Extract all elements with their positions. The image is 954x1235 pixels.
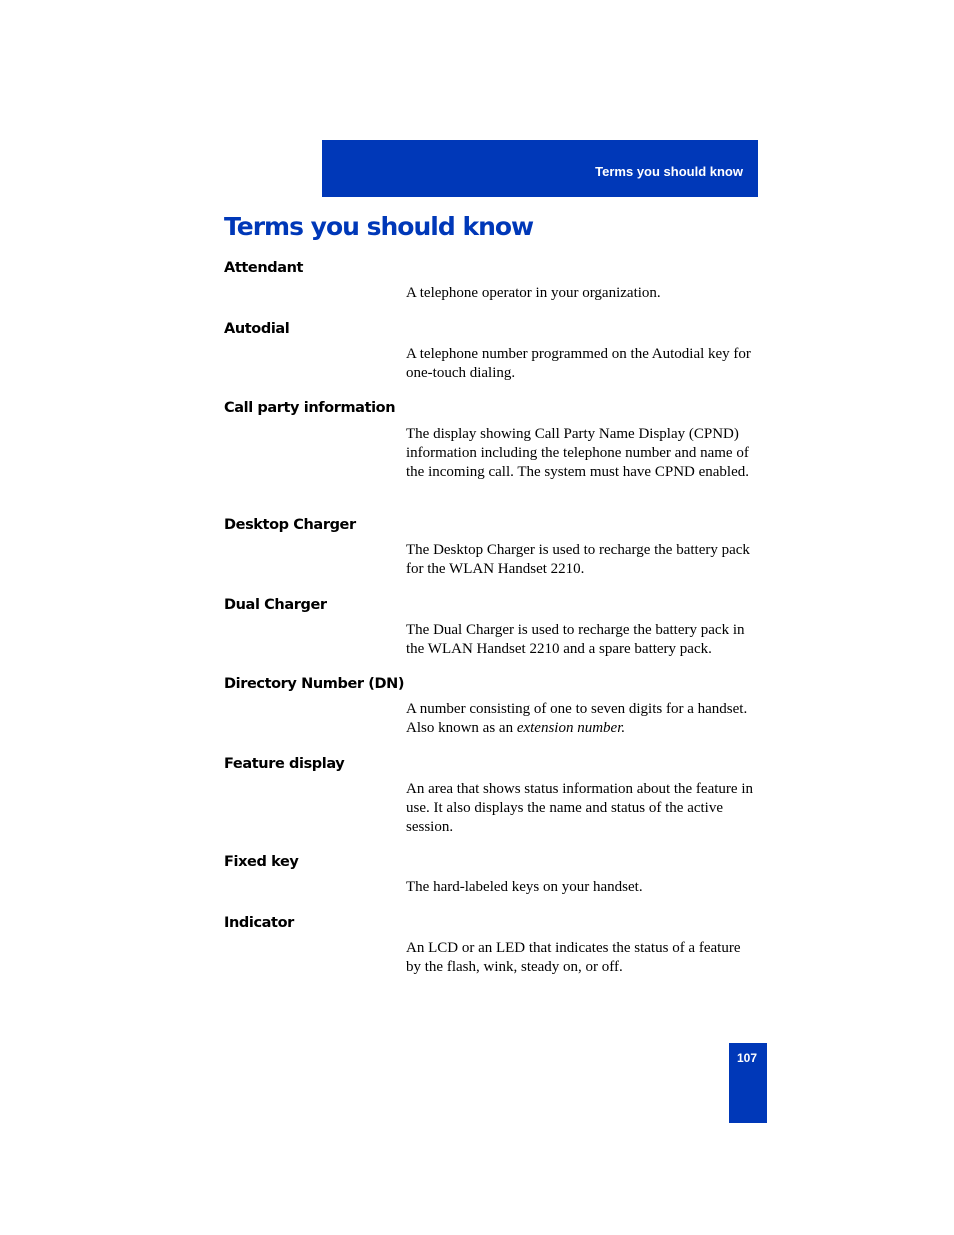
definition-directory-number: [406, 700, 758, 738]
term-feature-display: Feature display: [224, 756, 345, 772]
definition-directory-number-text: A number consisting of one to seven digits for a handset. Also known as an: [406, 701, 748, 736]
definition-indicator: An LCD or an LED that indicates the status of a feature by the flash, wink, steady on, or off.: [406, 940, 741, 975]
page-title: Terms you should know: [224, 212, 534, 241]
term-directory-number: Directory Number (DN): [224, 676, 405, 692]
definition-fixed-key: The hard-labeled keys on your handset.: [406, 879, 643, 895]
page-number-tab: [729, 1043, 767, 1123]
term-desktop-charger: Desktop Charger: [224, 517, 356, 533]
running-header-title: Terms you should know: [595, 164, 743, 179]
definition-autodial: A telephone number programmed on the Autodial key for one-touch dialing.: [406, 346, 751, 381]
term-attendant: Attendant: [224, 260, 304, 276]
page-number: 107: [736, 1051, 758, 1065]
term-autodial: Autodial: [224, 321, 290, 337]
term-indicator: Indicator: [224, 915, 294, 931]
definition-dual-charger: The Dual Charger is used to recharge the battery pack in the WLAN Handset 2210 and a spare battery pack.: [406, 622, 745, 657]
definition-desktop-charger: The Desktop Charger is used to recharge the battery pack for the WLAN Handset 2210.: [406, 542, 750, 577]
term-dual-charger: Dual Charger: [224, 597, 327, 613]
definition-call-party-information: The display showing Call Party Name Display (CPND) information including the telephone number and name of the incoming call. The system must have CPND enabled.: [406, 426, 749, 480]
header-band: [322, 140, 758, 197]
term-call-party-information: Call party information: [224, 400, 396, 416]
definition-feature-display: An area that shows status information about the feature in use. It also displays the name and status of the active session.: [406, 781, 753, 835]
definition-directory-number-emphasis: extension number.: [516, 720, 626, 736]
term-fixed-key: Fixed key: [224, 854, 299, 870]
definition-attendant: A telephone operator in your organization.: [406, 285, 661, 301]
